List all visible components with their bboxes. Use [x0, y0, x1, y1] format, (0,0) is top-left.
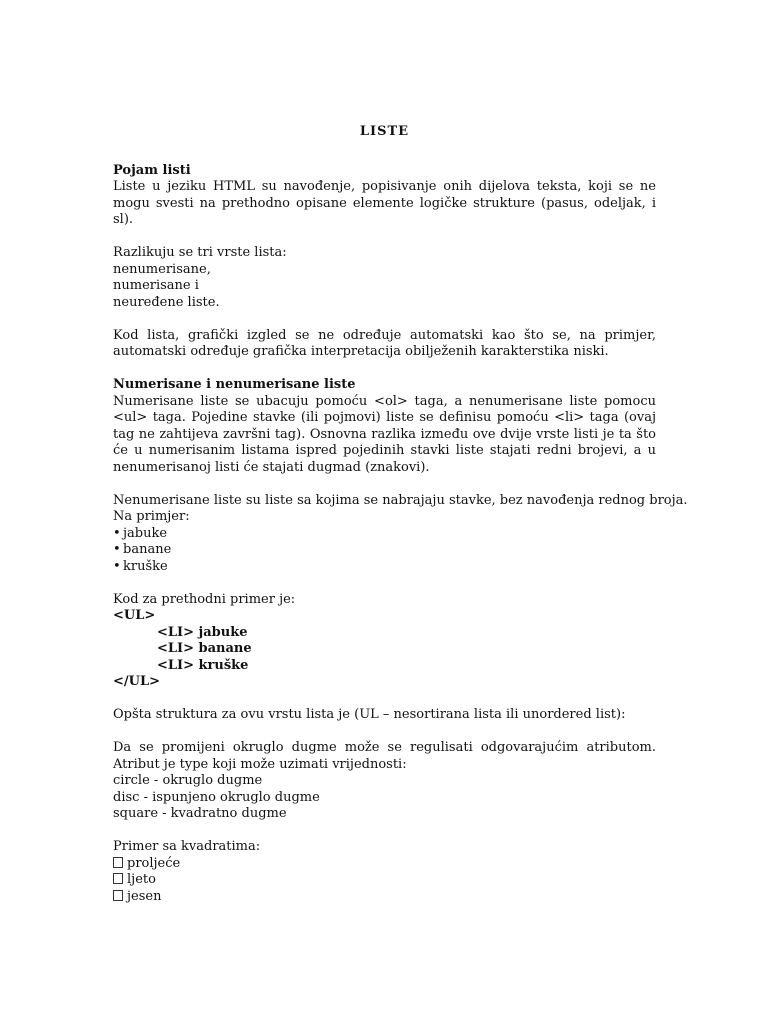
structure-text: Opšta struktura za ovu vrstu lista je (UL – nesortirana lista ili unordered list): [113, 707, 626, 722]
paragraph-numerisane: Numerisane liste se ubacuju pomoću <ol> taga, a nenumerisane liste pomocu <ul> taga. Pojedine stavke (ili pojmovi) liste se definisu pomoću <li> taga (ovaj tag ne zahtijeva završni tag). Osnovna razlika između ove dvije vrste listi je ta što će u numerisanim listama ispred pojedinih stavki liste stajati redni brojevi, a u nenumerisanoj listi će stajati dugmad (znakovi). [113, 393, 656, 475]
section-heading-numerisane: Numerisane i nenumerisane liste [113, 377, 356, 392]
bullet-list-item [113, 559, 656, 576]
paragraph-intro: Liste u jeziku HTML su navođenje, popisivanje onih dijelova teksta, koji se ne mogu svesti na prethodno opisane elemente logičke strukture (pasus, odeljak, i sl). [113, 179, 656, 227]
square-list-item [113, 889, 656, 906]
bullet-icon: • [113, 525, 121, 541]
code-li-line: <LI> jabuke [157, 624, 248, 640]
attribute-value: square - kvadratno dugme [113, 806, 287, 821]
squares-intro: Primer sa kvadratima: [113, 839, 261, 854]
spacer [113, 361, 656, 378]
spacer [113, 691, 656, 708]
types-intro: Razlikuju se tri vrste lista: [113, 245, 287, 260]
section-heading-pojam-listi: Pojam listi [113, 162, 191, 178]
spacer [113, 476, 656, 493]
square-item-label: jesen [127, 888, 162, 904]
square-list-item [113, 872, 656, 889]
bullet-item-label: banane [123, 542, 172, 557]
document-page [113, 124, 688, 905]
spacer [113, 229, 656, 246]
code-li-line: <LI> banane [157, 641, 252, 656]
spacer [113, 823, 656, 840]
unordered-intro: Nenumerisane liste su liste sa kojima se nabrajaju stavke, bez navođenja rednog broja. [113, 492, 688, 508]
code-intro: Kod za prethodni primer je: [113, 591, 296, 607]
bullet-icon: • [113, 542, 121, 557]
square-bullet-icon [113, 857, 123, 868]
type-item: nenumerisane, [113, 261, 211, 277]
attribute-paragraph: Da se promijeni okruglo dugme može se regulisati odgovarajućim atributom. Atribut je type koji može uzimati vrijednosti: [113, 740, 656, 772]
attribute-value: circle - okruglo dugme [113, 773, 263, 788]
code-li-line: <LI> kruške [157, 657, 249, 673]
code-open-tag: <UL> [113, 608, 156, 623]
bullet-item-label: kruške [123, 558, 168, 574]
code-close-tag: </UL> [113, 674, 161, 689]
square-bullet-icon [113, 873, 123, 884]
type-item: numerisane i [113, 278, 199, 293]
page-title: LISTE [359, 124, 410, 139]
spacer [113, 724, 656, 741]
bullet-item-label: jabuke [123, 525, 168, 541]
spacer [113, 311, 656, 328]
square-list-item [113, 856, 656, 873]
square-bullet-icon [113, 890, 123, 901]
example-label: Na primjer: [113, 509, 190, 524]
attribute-value: disc - ispunjeno okruglo dugme [113, 789, 320, 805]
paragraph-graphic: Kod lista, grafički izgled se ne određuje automatski kao što se, na primjer, automatski određuje grafička interpretacija obilježenih karakterstika niski. [113, 327, 656, 359]
spacer [113, 575, 656, 592]
bullet-icon: • [113, 558, 121, 574]
type-item: neuređene liste. [113, 294, 220, 310]
bullet-list-item [113, 526, 656, 543]
bullet-list-item [113, 542, 656, 559]
square-item-label: proljeće [127, 855, 181, 871]
square-item-label: ljeto [127, 872, 156, 887]
